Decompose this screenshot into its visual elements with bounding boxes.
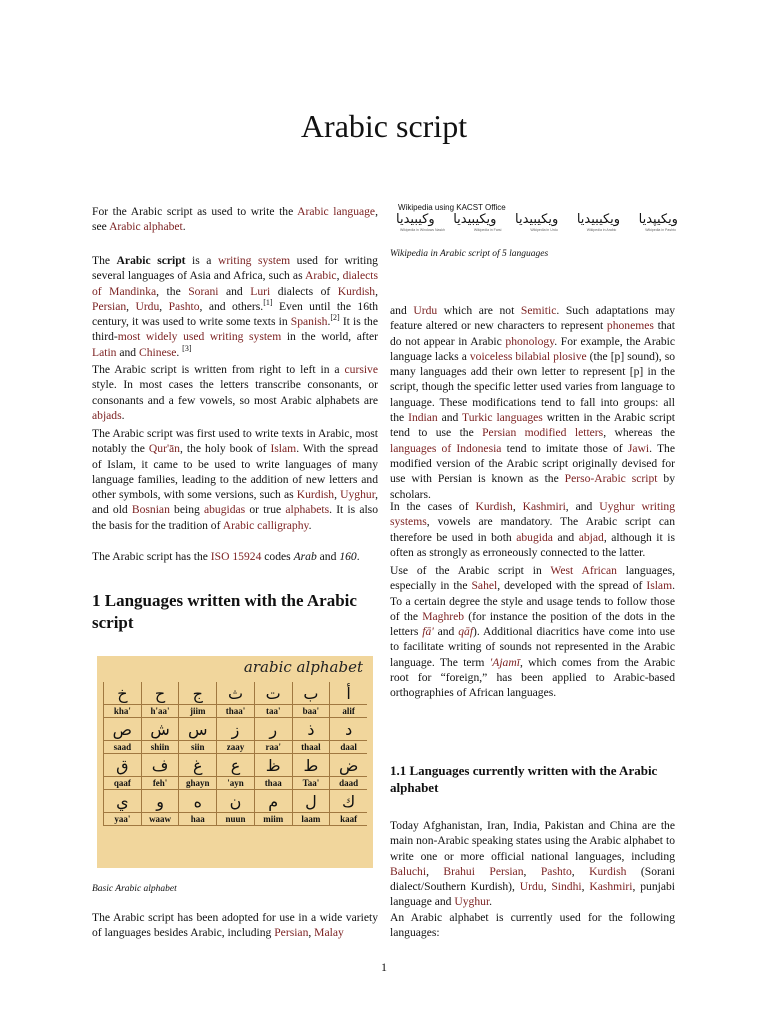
alphabet-letter: خ (103, 682, 141, 704)
alphabet-letter: ذ (292, 718, 330, 740)
alphabet-letter-name: ghayn (178, 776, 216, 790)
wiki-script-word: ويكيبيديا (453, 212, 497, 227)
alphabet-heading: arabic alphabet (243, 658, 363, 676)
alphabet-letter: ص (103, 718, 141, 740)
alphabet-letter-name: kaaf (329, 812, 367, 826)
alphabet-letter: ث (216, 682, 254, 704)
iso-paragraph: The Arabic script has the ISO 15924 codes Arab and 160. (92, 550, 360, 563)
alphabet-letter-name: nuun (216, 812, 254, 826)
wiki-script-sublabel: Wikipedia in Urdu (530, 228, 558, 232)
alphabet-letter-name: yaa' (103, 812, 141, 826)
alphabet-letter: ن (216, 790, 254, 812)
alphabet-letter: ض (329, 754, 367, 776)
alphabet-letter-name: alif (329, 704, 367, 718)
alphabet-letter: ع (216, 754, 254, 776)
arabic-alphabet-image (97, 656, 373, 868)
alphabet-letter-name: thaa' (216, 704, 254, 718)
following-languages-paragraph: An Arabic alphabet is currently used for the following languages: (390, 911, 675, 940)
alphabet-letter-name: feh' (141, 776, 179, 790)
wiki-script-image (396, 212, 678, 227)
wiki-script-sublabels (400, 228, 676, 232)
link-arabic-language[interactable]: Arabic language (297, 205, 376, 218)
wiki-script-sublabel: Wikipedia in Windows Naskh (400, 228, 445, 232)
alphabet-letter: ي (103, 790, 141, 812)
alphabet-letter: س (178, 718, 216, 740)
alphabet-letter: غ (178, 754, 216, 776)
alphabet-letter: و (141, 790, 179, 812)
alphabet-grid (103, 682, 367, 826)
alphabet-letter-name: haa (178, 812, 216, 826)
alphabet-letter: ل (292, 790, 330, 812)
alphabet-letter: ت (254, 682, 292, 704)
wiki-script-word: ويكيبيديا (576, 212, 621, 227)
link-iso-15924[interactable]: ISO 15924 (210, 550, 262, 563)
alphabet-letter-name: thaa (254, 776, 292, 790)
alphabet-letter-name: raa' (254, 740, 292, 754)
alphabet-letter: م (254, 790, 292, 812)
alphabet-letter: ز (216, 718, 254, 740)
wiki-script-sublabel: Wikipedia in Farsi (473, 228, 502, 232)
adoption-paragraph: The Arabic script has been adopted for use in a wide variety of languages besides Arabic, including Persian, Malay (92, 911, 378, 940)
cursive-paragraph: The Arabic script is written from right to left in a cursive style. In most cases the letters transcribe consonants, or consonants and a few vowels, so most Arabic alphabets are abjads. (92, 363, 378, 422)
alphabet-letter: ك (329, 790, 367, 812)
wiki-caption: Wikipedia in Arabic script of 5 languages (390, 249, 549, 259)
alphabet-letter-name: h'aa' (141, 704, 179, 718)
alphabet-letter: د (329, 718, 367, 740)
alphabet-letter: ح (141, 682, 179, 704)
alphabet-letter: ش (141, 718, 179, 740)
current-usage-paragraph: Today Afghanistan, Iran, India, Pakistan and China are the main non-Arabic speaking states using the Arabic alphabet to write one or more official national languages, including Baluchi, Brahui Persian, Pashto, Kurdish (Sorani dialect/Southern Kurdish), Urdu, Sindhi, Kashmiri, punjabi language and Uyghur. (390, 819, 676, 909)
history-paragraph: The Arabic script was first used to write texts in Arabic, most notably the Qur'ān, the holy book of Islam. With the spread of Islam, it came to be used to write languages of many language families, leading to the addition of new letters and other symbols, with some versions, such as Kurdish, Uyghur, and old Bosnian being abugidas or true alphabets. It is also the basis for the tradition of Arabic calligraphy. (92, 427, 379, 532)
intro-paragraph: The Arabic script is a writing system used for writing several languages of Asia and Africa, such as Arabic, dialects of Mandinka, the Sorani and Luri dialects of Kurdish, Persian, Urdu, Pashto, and others.[1] Even until the 16th century, it was used to write some texts in Spanish.[2] It is the third-most widely used writing system in the world, after Latin and Chinese. [3] (92, 254, 379, 359)
alphabet-letter-name: Taa' (292, 776, 330, 790)
alphabet-letter-name: saad (103, 740, 141, 754)
alphabet-letter: أ (329, 682, 367, 704)
alphabet-caption: Basic Arabic alphabet (92, 884, 177, 894)
hatnote: For the Arabic script as used to write the Arabic language, see Arabic alphabet. (92, 205, 378, 234)
link-arabic-alphabet[interactable]: Arabic alphabet (109, 220, 183, 234)
alphabet-letter: ه (178, 790, 216, 812)
adaptation-paragraph: and Urdu which are not Semitic. Such adaptations may feature altered or new characters to represent phonemes that do not appear in Arabic phonology. For example, the Arabic language lacks a voiceless bilabial plosive (the [p] sound), so many languages add their own letter to represent [p] in the script, though the specific letter used varies from language to language. These modifications tend to fall into groups: all the Indian and Turkic languages written in the Arabic script tend to use the Persian modified letters, whereas the languages of Indonesia tend to imitate those of Jawi. The modified version of the Arabic script originally devised for use with Persian is known as the Perso-Arabic script by scholars. (390, 304, 676, 501)
alphabet-letter-name: taa' (254, 704, 292, 718)
alphabet-letter-name: thaal (292, 740, 330, 754)
alphabet-letter-name: baa' (292, 704, 330, 718)
alphabet-letter: ج (178, 682, 216, 704)
alphabet-letter-name: siin (178, 740, 216, 754)
alphabet-letter-name: 'ayn (216, 776, 254, 790)
alphabet-letter-name: jiim (178, 704, 216, 718)
alphabet-letter-name: zaay (216, 740, 254, 754)
page-title: Arabic script (300, 108, 468, 144)
alphabet-letter-name: waaw (141, 812, 179, 826)
alphabet-letter: ظ (254, 754, 292, 776)
page-number: 1 (381, 960, 387, 974)
wiki-script-sublabel: Wikipedia in Pashto (645, 228, 676, 232)
alphabet-letter-name: daad (329, 776, 367, 790)
alphabet-letter-name: miim (254, 812, 292, 826)
alphabet-letter-name: qaaf (103, 776, 141, 790)
alphabet-letter-name: daal (329, 740, 367, 754)
vowels-paragraph: In the cases of Kurdish, Kashmiri, and Uyghur writing systems, vowels are mandatory. The Arabic script can therefore be used in both abugida and abjad, although it is often as strongly as erroneously connected to the latter. (390, 500, 676, 559)
wiki-script-word: ويكيپديا (638, 212, 678, 227)
alphabet-letter-name: shiin (141, 740, 179, 754)
alphabet-letter-name: laam (292, 812, 330, 826)
section-heading-1-1: 1.1 Languages currently written with the Arabic alphabet (390, 763, 658, 795)
alphabet-letter: ق (103, 754, 141, 776)
wiki-script-word: ويكيبيديا (515, 212, 559, 227)
alphabet-letter-name: kha' (103, 704, 141, 718)
alphabet-letter: ب (292, 682, 330, 704)
west-africa-paragraph: Use of the Arabic script in West African languages, especially in the Sahel, developed with the spread of Islam. To a certain degree the style and usage tends to follow those of the Maghreb (for instance the position of the dots in the letters fā' and qāf). Additional diacritics have come into use to facilitate writing of sounds not represented in the Arabic language. The term 'Ajamī, which comes from the Arabic root for “foreign,” has been applied to Arabic-based orthographies of African languages. (390, 564, 676, 700)
section-heading-1: 1 Languages written with the Arabic script (92, 591, 357, 632)
wiki-script-sublabel: Wikipedia in Arabic (586, 228, 617, 232)
alphabet-letter: ف (141, 754, 179, 776)
alphabet-letter: ر (254, 718, 292, 740)
alphabet-letter: ط (292, 754, 330, 776)
wiki-script-word: وكيبيديا (396, 212, 435, 227)
wiki-image-label: Wikipedia using KACST Office (398, 203, 506, 212)
